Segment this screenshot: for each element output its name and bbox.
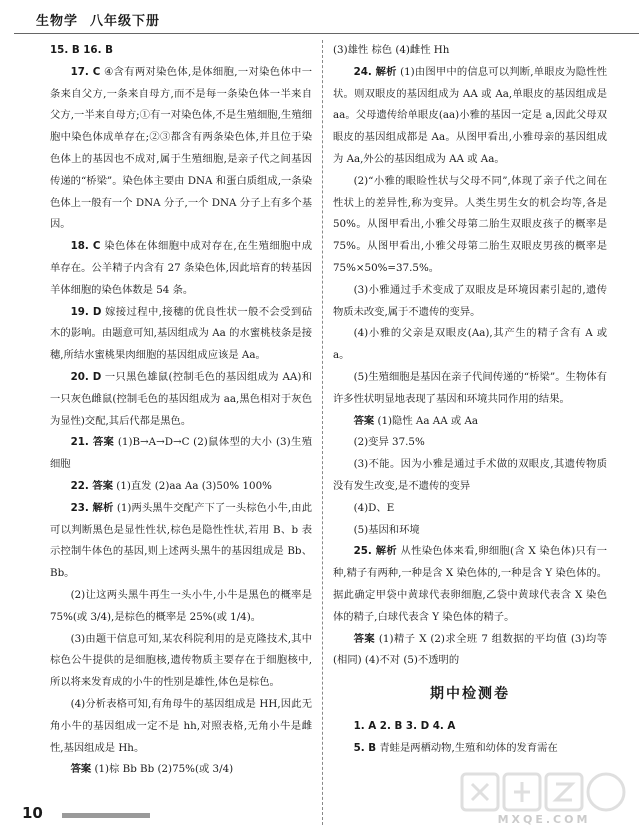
answer-paragraph xyxy=(333,40,607,62)
answer-text: (2)变异 37.5% xyxy=(353,436,425,449)
answer-paragraph xyxy=(333,629,607,673)
header-rule xyxy=(14,33,639,34)
page-header xyxy=(36,10,160,29)
answer-paragraph xyxy=(333,411,607,433)
answer-text: (4)D、E xyxy=(353,501,395,514)
answer-paragraph xyxy=(333,454,607,498)
answer-paragraph xyxy=(50,432,312,476)
header-subject: 生物学 xyxy=(36,14,79,29)
answer-text: 从性染色体来看,卵细胞(含 X 染色体)只有一种,精子有两种,一种是含 X 染色体的,一种是含 Y 染色体的。据此确定甲袋中黄球代表卵细胞,乙袋中黄球代表含 X 染色体的精子,白球代表含 Y 染色体的精子。 xyxy=(333,545,608,623)
column-divider xyxy=(322,40,323,825)
answer-paragraph xyxy=(50,476,312,498)
answer-text: 一只黑色雄鼠(控制毛色的基因组成为 AA)和一只灰色雌鼠(控制毛色的基因组成为 aa,黑色相对于灰色为显性)交配,其后代都是黑色。 xyxy=(50,370,312,427)
answer-paragraph xyxy=(333,520,607,542)
answer-paragraph xyxy=(50,759,312,781)
answer-text: (1)隐性 Aa AA 或 Aa xyxy=(377,414,479,427)
answer-paragraph xyxy=(50,498,312,585)
answer-paragraph xyxy=(333,738,607,760)
answer-label: 15. B 16. B xyxy=(50,44,113,56)
left-column xyxy=(50,40,312,781)
answer-label: 1. A 2. B 3. D 4. A xyxy=(353,719,456,732)
answer-text: (2)“小雅的眼睑性状与父母不同”,体现了亲子代之间在性状上的差异性,称为变异。人类生男生女的机会均等,各是 50%。从图甲看出,小雅父母第二胎生双眼皮孩子的概率是 75%。从图甲看出,小雅父母第二胎生双眼皮男孩的概率是 75%×50%=37.5%。 xyxy=(333,174,607,274)
svg-text:MXQE.COM: MXQE.COM xyxy=(497,813,591,826)
answer-text: (3)小雅通过手术变成了双眼皮是环境因素引起的,遗传物质未改变,属于不遗传的变异。 xyxy=(333,283,607,318)
answer-paragraph xyxy=(333,323,607,367)
answer-label: 答案 xyxy=(353,414,375,427)
answer-text: (3)雄性 棕色 (4)雌性 Hh xyxy=(333,44,450,56)
answer-text: 青蛙是两栖动物,生殖和幼体的发育需在 xyxy=(379,741,558,754)
answer-label: 19. D xyxy=(70,305,102,318)
answer-text: (4)分析表格可知,有角母牛的基因组成是 HH,因此无角小牛的基因组成一定不是 hh,对照表格,无角小牛是雌性,基因组成是 Hh。 xyxy=(50,697,312,754)
answer-paragraph xyxy=(333,62,607,171)
answer-paragraph xyxy=(333,541,607,628)
answer-label: 21. 答案 xyxy=(70,436,115,449)
answer-text: ④含有两对染色体,是体细胞,一对染色体中一条来自父方,一条来自母方,而不是每一条染色体一半来自父方,一半来自母方;①有一对染色体,不是生殖细胞,生殖细胞中染色体成单存在;②③都含有两条染色体,并且位于染色体上的基因也不成对,属于生殖细胞,是亲子代之间基因传递的“桥梁”。染色体主要由 DNA 和蛋白质组成,一条染色体上一般有一个 DNA 分子,一个 DNA 分子上有多个基因。 xyxy=(50,65,312,231)
answer-text: (5)生殖细胞是基因在亲子代间传递的“桥梁”。生物体有许多性状明显地表现了基因和环境共同作用的结果。 xyxy=(333,370,607,405)
answer-text: 嫁接过程中,接穗的优良性状一般不会受到砧木的影响。由题意可知,基因组成为 Aa 的水蜜桃枝条是接穗,所结水蜜桃果肉细胞的基因组成应该是 Aa。 xyxy=(50,305,312,362)
answer-label: 20. D xyxy=(70,370,102,383)
answer-paragraph xyxy=(50,585,312,629)
right-column-answers xyxy=(333,40,607,672)
answer-text: (3)由题干信息可知,某农科院利用的是克隆技术,其中棕色公牛提供的是细胞核,遗传物质主要存在于细胞核中,所以将来发育成的小牛的性别是雄性,体色是棕色。 xyxy=(50,632,312,689)
answer-paragraph xyxy=(50,236,312,301)
answer-text: 染色体在体细胞中成对存在,在生殖细胞中成单存在。公羊精子内含有 27 条染色体,因此培育的转基因羊体细胞的染色体数是 54 条。 xyxy=(50,240,312,296)
answer-paragraph xyxy=(333,716,607,738)
answer-paragraph xyxy=(50,367,312,432)
answer-label: 17. C xyxy=(70,65,101,78)
answer-text: (5)基因和环境 xyxy=(353,523,420,536)
page-number: 10 xyxy=(22,804,43,822)
answer-paragraph xyxy=(50,629,312,694)
answer-paragraph xyxy=(333,280,607,324)
answer-paragraph xyxy=(333,367,607,411)
answer-label: 23. 解析 xyxy=(70,501,114,514)
answer-paragraph xyxy=(333,171,607,280)
answer-text: (1)棕 Bb Bb (2)75%(或 3/4) xyxy=(94,763,234,776)
answer-label: 答案 xyxy=(353,632,376,645)
answer-text: (1)B→A→D→C (2)鼠体型的大小 (3)生殖细胞 xyxy=(50,436,313,471)
footer-bar xyxy=(62,813,150,818)
answer-paragraph xyxy=(50,40,312,62)
watermark-logo-icon xyxy=(458,768,630,826)
answer-text: (1)由图甲中的信息可以判断,单眼皮为隐性性状。则双眼皮的基因组成为 AA 或 Aa,单眼皮的基因组成是 aa。父母遗传给单眼皮(aa)小雅的基因一定是 a,因此父母双眼皮的基因组成都是 Aa。从图甲看出,小雅母亲的基因组成为 Aa,外公的基因组成为 AA 或 Aa。 xyxy=(333,65,607,165)
section-title: 期中检测卷 xyxy=(430,686,510,703)
answer-label: 25. 解析 xyxy=(353,545,397,558)
answer-text: (4)小雅的父亲是双眼皮(Aa),其产生的精子含有 A 或 a。 xyxy=(333,327,607,362)
right-column xyxy=(333,40,607,760)
answer-label: 22. 答案 xyxy=(70,479,114,492)
right-column-exam-answers xyxy=(333,716,607,760)
answer-text: (2)让这两头黑牛再生一头小牛,小牛是黑色的概率是 75%(或 3/4),是棕色的概率是 25%(或 1/4)。 xyxy=(50,588,312,623)
answer-label: 答案 xyxy=(70,763,92,776)
answer-paragraph xyxy=(333,498,607,520)
answer-text: (1)精子 X (2)求全班 7 组数据的平均值 (3)均等(相同) (4)不对 (5)不透明的 xyxy=(333,632,607,667)
answer-paragraph xyxy=(333,432,607,454)
answer-paragraph xyxy=(50,694,312,759)
answer-text: (1)直发 (2)aa Aa (3)50% 100% xyxy=(116,479,272,492)
header-grade: 八年级下册 xyxy=(90,14,161,29)
answer-label: 5. B xyxy=(353,741,377,754)
answer-text: (1)两头黑牛交配产下了一头棕色小牛,由此可以判断黑色是显性性状,棕色是隐性性状,若用 B、b 表示控制牛体色的基因,则上述两头黑牛的基因组成是 Bb、Bb。 xyxy=(50,501,313,580)
answer-paragraph xyxy=(50,62,312,236)
answer-label: 24. 解析 xyxy=(353,65,397,78)
answer-label: 18. C xyxy=(70,240,101,253)
answer-text: (3)不能。因为小雅是通过手术做的双眼皮,其遗传物质没有发生改变,是不遗传的变异 xyxy=(333,458,607,492)
answer-paragraph xyxy=(50,302,312,367)
